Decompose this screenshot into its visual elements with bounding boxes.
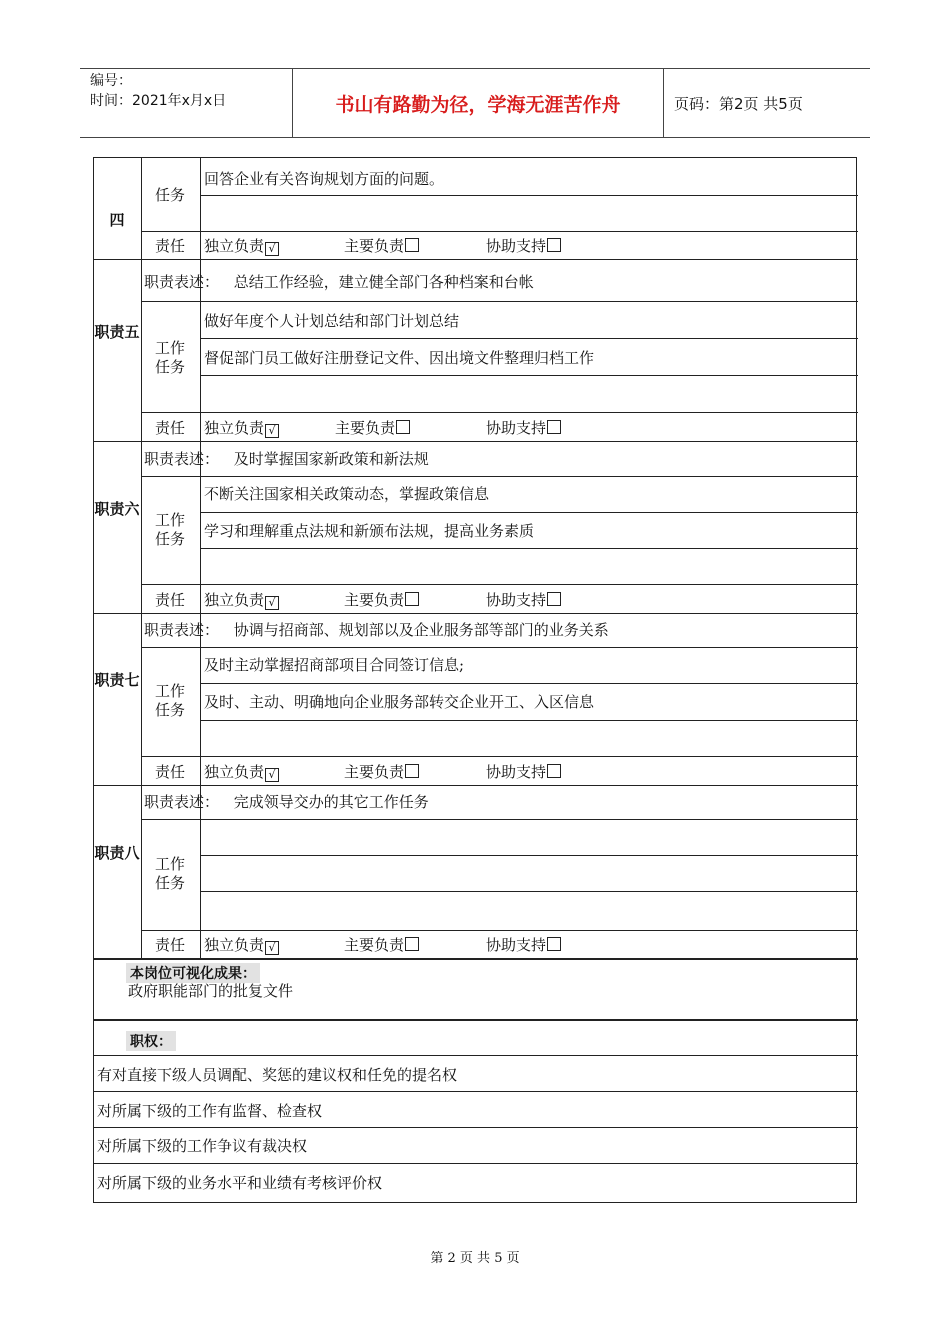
- main-option: [344, 591, 419, 609]
- row-line: [94, 1163, 858, 1164]
- task-text: 学习和理解重点法规和新颁布法规，提高业务素质: [204, 522, 535, 540]
- check-mark-icon: √: [268, 941, 276, 954]
- independent-checkbox[interactable]: [265, 596, 279, 610]
- independent-checkbox[interactable]: [265, 768, 279, 782]
- main-checkbox[interactable]: [405, 764, 419, 778]
- page-header: [80, 68, 870, 138]
- section-divider: [94, 1019, 858, 1021]
- outcome-title: 本岗位可视化成果：: [126, 963, 260, 983]
- work-task-label: [141, 682, 199, 720]
- row-line: [141, 647, 858, 648]
- main-option: [344, 763, 419, 781]
- assist-option: [486, 419, 561, 437]
- task-text: 督促部门员工做好注册登记文件、因出境文件整理归档工作: [204, 349, 595, 367]
- responsibility-label: 责任: [154, 763, 185, 781]
- responsibility-label: 责任: [154, 237, 185, 255]
- header-motto: 书山有路勤为径，学海无涯苦作舟: [293, 69, 664, 137]
- assist-label: 协助支持: [486, 591, 547, 609]
- responsibility-options: [204, 591, 547, 610]
- main-option: [344, 936, 419, 954]
- assist-option: [486, 237, 561, 255]
- independent-checkbox[interactable]: [265, 424, 279, 438]
- main-checkbox[interactable]: [405, 592, 419, 606]
- section-divider: [94, 259, 858, 260]
- main-label: 主要负责: [335, 419, 396, 437]
- main-option: [344, 237, 419, 255]
- serial-label: 编号：: [90, 73, 132, 89]
- row-line: [141, 301, 858, 302]
- task-text: 不断关注国家相关政策动态，掌握政策信息: [204, 485, 490, 503]
- main-label: 主要负责: [344, 237, 405, 255]
- independent-checkbox[interactable]: [265, 242, 279, 256]
- row-line: [141, 756, 858, 757]
- description-row: [144, 450, 429, 468]
- row-line: [200, 548, 858, 549]
- row-line: [141, 412, 858, 413]
- description-text: 完成领导交办的其它工作任务: [233, 793, 429, 811]
- assist-checkbox[interactable]: [547, 420, 561, 434]
- description-prefix: 职责表述：: [144, 450, 220, 468]
- independent-checkbox[interactable]: [265, 941, 279, 955]
- page-footer: 第 2 页 共 5 页: [430, 1251, 520, 1266]
- authority-item: 对所属下级的工作争议有裁决权: [97, 1137, 308, 1155]
- description-text: 协调与招商部、规划部以及企业服务部等部门的业务关系: [233, 621, 609, 639]
- description-row: [144, 793, 429, 811]
- row-line: [94, 1055, 858, 1056]
- row-line: [200, 683, 858, 684]
- row-line: [94, 1091, 858, 1092]
- authority-item: 有对直接下级人员调配、奖惩的建议权和任免的提名权: [97, 1066, 458, 1084]
- duty-table: [93, 157, 857, 1203]
- row-line: [200, 195, 858, 196]
- authority-item: 对所属下级的工作有监督、检查权: [97, 1102, 323, 1120]
- task-label: 任务: [154, 186, 185, 204]
- main-label: 主要负责: [344, 763, 405, 781]
- main-checkbox[interactable]: [396, 420, 410, 434]
- section-label-8: 职责八: [94, 844, 140, 862]
- row-line: [141, 476, 858, 477]
- assist-checkbox[interactable]: [547, 764, 561, 778]
- description-row: [144, 621, 609, 639]
- main-option: [335, 419, 410, 437]
- assist-checkbox[interactable]: [547, 238, 561, 252]
- check-mark-icon: √: [268, 242, 276, 255]
- assist-label: 协助支持: [486, 419, 547, 437]
- independent-label: 独立负责: [204, 591, 265, 609]
- assist-checkbox[interactable]: [547, 592, 561, 606]
- assist-label: 协助支持: [486, 936, 547, 954]
- description-text: 及时掌握国家新政策和新法规: [233, 450, 429, 468]
- responsibility-label: 责任: [154, 936, 185, 954]
- work-task-label: [141, 511, 199, 549]
- task-text: 及时、主动、明确地向企业服务部转交企业开工、入区信息: [204, 693, 595, 711]
- description-prefix: 职责表述：: [144, 273, 220, 291]
- responsibility-options: [204, 237, 547, 256]
- check-mark-icon: √: [268, 424, 276, 437]
- section-label-5: 职责五: [94, 323, 140, 341]
- section-label-4: 四: [109, 211, 125, 229]
- responsibility-label: 责任: [154, 591, 185, 609]
- row-line: [141, 231, 858, 232]
- work-task-line2: 任务: [154, 358, 185, 376]
- check-mark-icon: √: [268, 768, 276, 781]
- section-divider: [94, 613, 858, 614]
- main-checkbox[interactable]: [405, 238, 419, 252]
- authority-title: 职权：: [126, 1031, 176, 1051]
- assist-option: [486, 763, 561, 781]
- row-line: [200, 338, 858, 339]
- main-checkbox[interactable]: [405, 937, 419, 951]
- responsibility-options: [204, 763, 547, 782]
- row-line: [200, 891, 858, 892]
- section-divider: [94, 441, 858, 442]
- header-page-info: 页码：第2页 共5页: [674, 94, 803, 113]
- section-label-7: 职责七: [94, 671, 140, 689]
- work-task-line1: 工作: [154, 682, 185, 700]
- section-divider: [94, 958, 858, 960]
- independent-label: 独立负责: [204, 763, 265, 781]
- work-task-line2: 任务: [154, 874, 185, 892]
- independent-label: 独立负责: [204, 237, 265, 255]
- row-line: [94, 1127, 858, 1128]
- description-prefix: 职责表述：: [144, 621, 220, 639]
- row-line: [141, 584, 858, 585]
- work-task-line1: 工作: [154, 339, 185, 357]
- row-line: [141, 930, 858, 931]
- assist-option: [486, 591, 561, 609]
- header-meta: [80, 69, 293, 137]
- responsibility-options: [204, 419, 547, 438]
- row-line: [141, 819, 858, 820]
- assist-label: 协助支持: [486, 763, 547, 781]
- outcome-text: 政府职能部门的批复文件: [128, 982, 294, 1000]
- date-label: 时间：2021年x月x日: [90, 93, 227, 109]
- work-task-line2: 任务: [154, 530, 185, 548]
- description-row: [144, 273, 534, 291]
- row-line: [200, 855, 858, 856]
- work-task-line2: 任务: [154, 701, 185, 719]
- authority-item: 对所属下级的业务水平和业绩有考核评价权: [97, 1174, 383, 1192]
- assist-option: [486, 936, 561, 954]
- responsibility-options: [204, 936, 547, 955]
- col-divider-1: [141, 158, 142, 959]
- work-task-label: [141, 339, 199, 377]
- row-line: [200, 375, 858, 376]
- task-text: 回答企业有关咨询规划方面的问题。: [204, 170, 445, 188]
- assist-checkbox[interactable]: [547, 937, 561, 951]
- responsibility-label: 责任: [154, 419, 185, 437]
- independent-label: 独立负责: [204, 936, 265, 954]
- main-label: 主要负责: [344, 936, 405, 954]
- task-text: 做好年度个人计划总结和部门计划总结: [204, 312, 460, 330]
- assist-label: 协助支持: [486, 237, 547, 255]
- work-task-line1: 工作: [154, 855, 185, 873]
- independent-label: 独立负责: [204, 419, 265, 437]
- check-mark-icon: √: [268, 596, 276, 609]
- row-line: [200, 720, 858, 721]
- description-prefix: 职责表述：: [144, 793, 220, 811]
- section-divider: [94, 785, 858, 786]
- row-line: [200, 512, 858, 513]
- main-label: 主要负责: [344, 591, 405, 609]
- work-task-line1: 工作: [154, 511, 185, 529]
- section-label-6: 职责六: [94, 500, 140, 518]
- description-text: 总结工作经验，建立健全部门各种档案和台帐: [233, 273, 534, 291]
- work-task-label: [141, 855, 199, 893]
- task-text: 及时主动掌握招商部项目合同签订信息;: [204, 656, 465, 674]
